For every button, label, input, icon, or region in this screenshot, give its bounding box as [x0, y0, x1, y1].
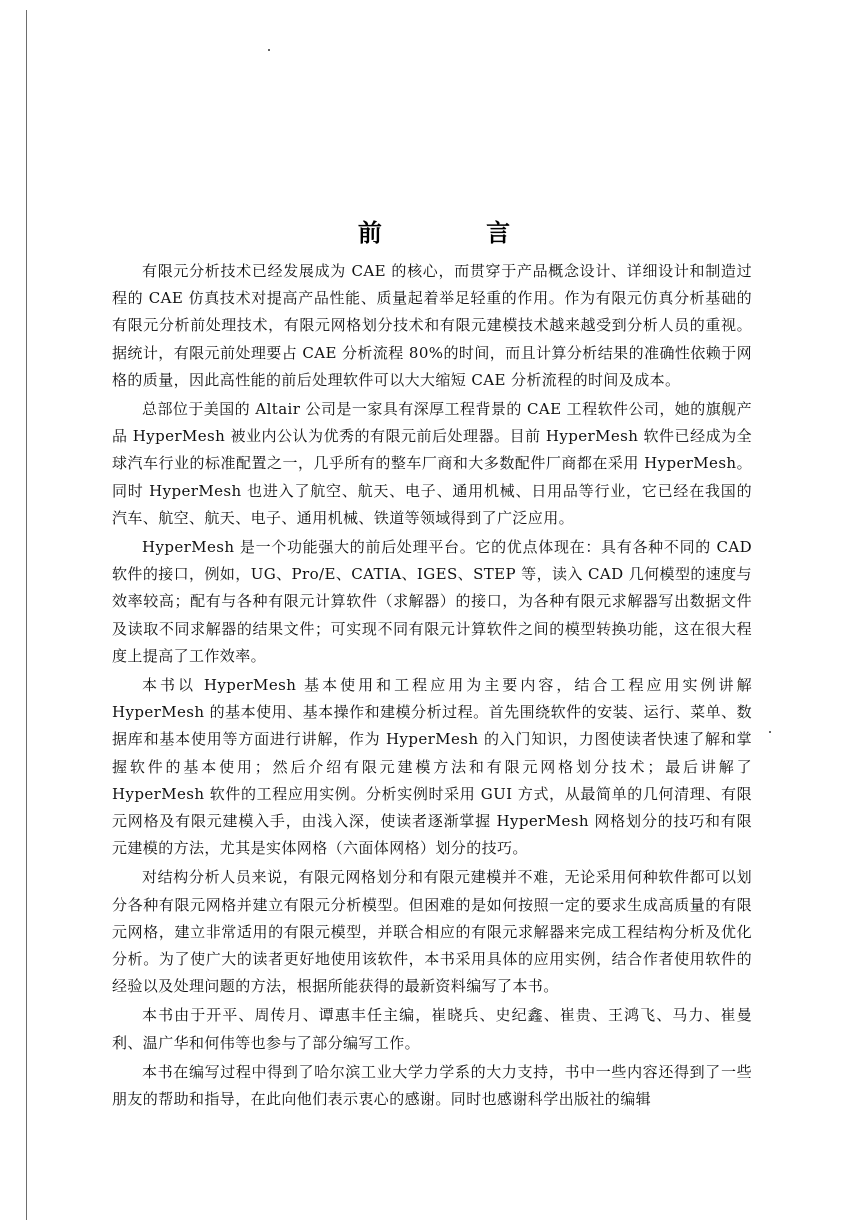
paragraph-6: 本书由于开平、周传月、谭惠丰任主编，崔晓兵、史纪鑫、崔贵、王鸿飞、马力、崔曼利、温广华和何伟等也参与了部分编写工作。: [112, 1006, 752, 1052]
paragraph-5: 对结构分析人员来说，有限元网格划分和有限元建模并不难，无论采用何种软件都可以划分各种有限元网格并建立有限元分析模型。但困难的是如何按照一定的要求生成高质量的有限元网格，建立非常适用的有限元模型，并联合相应的有限元求解器来完成工程结构分析及优化分析。为了使广大的读者更好地使用该软件，本书采用具体的应用实例，结合作者使用软件的经验以及处理问题的方法，根据所能获得的最新资料编写了本书。: [112, 868, 752, 996]
paragraph-1: 有限元分析技术已经发展成为 CAE 的核心，而贯穿于产品概念设计、详细设计和制造过程的 CAE 仿真技术对提高产品性能、质量起着举足轻重的作用。作为有限元仿真分析基础的有限元分析前处理技术，有限元网格划分技术和有限元建模技术越来越受到分析人员的重视。据统计，有限元前处理要占 CAE 分析流程 80%的时间，而且计算分析结果的准确性依赖于网格的质量，因此高性能的前后处理软件可以大大缩短 CAE 分析流程的时间及成本。: [112, 262, 752, 389]
scan-speck: [268, 49, 270, 51]
page-title: 前 言: [357, 219, 559, 248]
preface-body: [112, 258, 752, 1115]
scan-speck: [769, 731, 771, 733]
paragraph-4: 本书以 HyperMesh 基本使用和工程应用为主要内容，结合工程应用实例讲解 HyperMesh 的基本使用、基本操作和建模分析过程。首先围绕软件的安装、运行、菜单、数据库和基本使用等方面进行讲解，作为 HyperMesh 的入门知识，力图使读者快速了解和掌握软件的基本使用；然后介绍有限元建模方法和有限元网格划分技术；最后讲解了 HyperMesh 软件的工程应用实例。分析实例时采用 GUI 方式，从最简单的几何清理、有限元网格及有限元建模入手，由浅入深，使读者逐渐掌握 HyperMesh 网格划分的技巧和有限元建模的方法，尤其是实体网格（六面体网格）划分的技巧。: [112, 676, 752, 858]
scan-border-line: [26, 10, 27, 1220]
paragraph-3: HyperMesh 是一个功能强大的前后处理平台。它的优点体现在：具有各种不同的 CAD 软件的接口，例如，UG、Pro/E、CATIA、IGES、STEP 等，读入 CAD 几何模型的速度与效率较高；配有与各种有限元计算软件（求解器）的接口，为各种有限元求解器写出数据文件及读取不同求解器的结果文件；可实现不同有限元计算软件之间的模型转换功能，这在很大程度上提高了工作效率。: [112, 538, 752, 665]
paragraph-2: 总部位于美国的 Altair 公司是一家具有深厚工程背景的 CAE 工程软件公司，她的旗舰产品 HyperMesh 被业内公认为优秀的有限元前后处理器。目前 HyperMesh 软件已经成为全球汽车行业的标准配置之一，几乎所有的整车厂商和大多数配件厂商都在采用 HyperMesh。同时 HyperMesh 也进入了航空、航天、电子、通用机械、日用品等行业，它已经在我国的汽车、航空、航天、电子、通用机械、铁道等领域得到了广泛应用。: [112, 400, 752, 527]
paragraph-7: 本书在编写过程中得到了哈尔滨工业大学力学系的大力支持，书中一些内容还得到了一些朋友的帮助和指导，在此向他们表示衷心的感谢。同时也感谢科学出版社的编辑: [112, 1062, 752, 1109]
